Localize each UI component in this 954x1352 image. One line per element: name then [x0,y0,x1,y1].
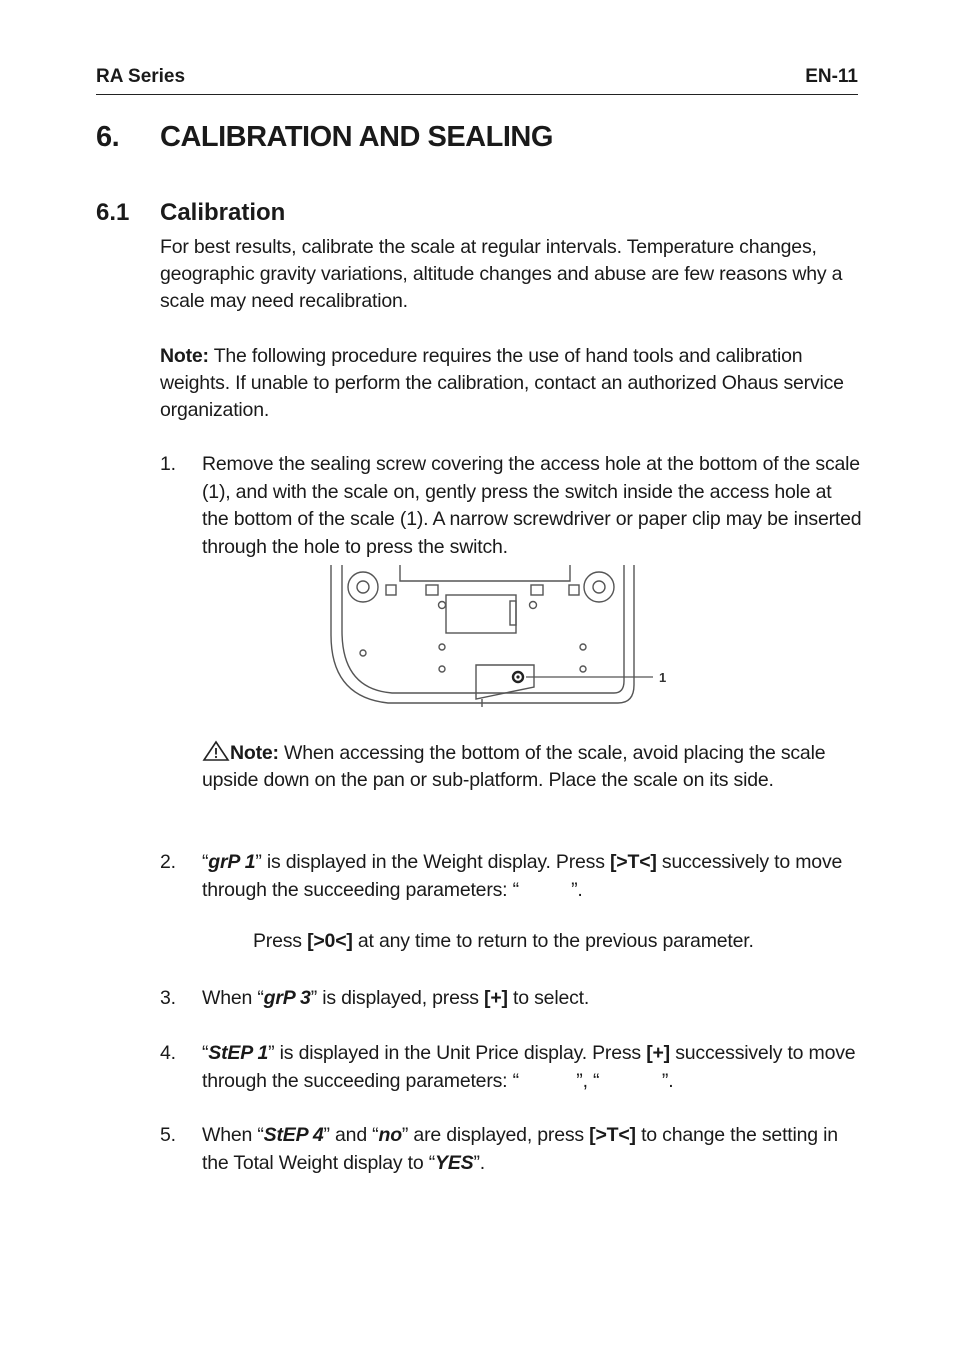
display-code: StEP 4 [263,1124,324,1146]
key-name: [+] [484,987,508,1009]
text-segment: When “ [202,1124,264,1146]
text-segment: to change the setting in the Total Weight display to “ [202,1124,838,1174]
step-text [202,1040,862,1095]
text-segment: is displayed in the Unit Price display. Press [274,1042,647,1064]
scale-outer-outline [331,565,634,703]
display-code: grP 3 [263,987,311,1009]
section-number: 6. [96,121,120,153]
step-number: 3. [160,987,176,1009]
text-segment: ” is displayed, press [310,987,485,1009]
subsection-number: 6.1 [96,199,130,226]
quote: “ [202,851,209,873]
step-number: 1. [160,453,176,475]
key-name: [>T<] [610,851,657,873]
intro-paragraph: For best results, calibrate the scale at regular intervals. Temperature changes, geographic gravity variations, altitude changes and abuse are few reasons why a scale may need recalibration. [160,236,843,312]
callout-label: 1 [659,670,667,685]
page-header [96,66,858,95]
tab-right [531,585,543,595]
hole-c [439,644,445,650]
hole-a [439,602,446,609]
text-segment: successively to move through the succeeding parameters: “ ”, “ ”. [202,1042,861,1092]
scale-inner-outline [342,565,624,693]
tab-left [426,585,438,595]
note-text: The following procedure requires the use of hand tools and calibration weights. If unable to perform the calibration, contact an authorized Ohaus service organization. [160,345,844,421]
step-text: Remove the sealing screw covering the access hole at the bottom of the scale (1), and with the scale on, gently press the switch inside the access hole at the bottom of the scale (1). A narrow screwdriver or paper clip may be inserted through the hole to press the switch. [202,453,862,558]
step-number: 5. [160,1124,176,1146]
text-segment: is displayed in the Weight display. Press [261,851,610,873]
quote: ” [255,851,262,873]
text-segment: at any time to return to the previous parameter. [352,930,754,952]
hole-g [360,650,366,656]
text-segment: successively to move through the succeeding parameters: “ ”. [202,851,848,901]
step-number: 2. [160,851,176,873]
display-code: StEP 1 [208,1042,269,1064]
hole-b [530,602,537,609]
hole-d [439,666,445,672]
display-code: grP 1 [208,851,256,873]
step-text [202,1122,862,1177]
step-number: 4. [160,1042,176,1064]
step-text [202,985,862,1013]
key-name: [>T<] [589,1124,636,1146]
foot-right [584,572,614,602]
key-name: [>0<] [307,930,353,952]
subsection-heading [96,199,285,227]
text-segment: to select. [507,987,590,1009]
foot-left [348,572,378,602]
text-segment: When “ [202,987,264,1009]
note-paragraph [160,343,860,424]
clip [510,601,516,625]
press-instruction [253,930,754,953]
display-code: YES [435,1151,474,1174]
access-panel [476,665,534,699]
text-segment: ” and “ [323,1124,379,1146]
step-text [202,849,862,904]
access-hole-center [516,675,519,678]
key-name: [+] [646,1042,670,1064]
header-page-number: EN-11 [805,66,858,87]
hole-f [580,666,586,672]
text-segment: ” are displayed, press [401,1124,590,1146]
scale-bottom-figure [328,565,673,713]
display-code: no [378,1124,402,1146]
note-label: Note: [160,345,209,367]
hole-e [580,644,586,650]
warning-triangle-icon [202,740,230,762]
screw-square-left [386,585,396,595]
screw-square-right [569,585,579,595]
battery-compartment [400,565,570,581]
quote: ” [268,1042,275,1064]
foot-left-inner [357,581,369,593]
text-segment: Press [253,930,308,952]
text-segment: ”. [473,1151,485,1174]
subsection-title: Calibration [160,199,286,226]
quote: “ [202,1042,209,1064]
warning-label: Note: [230,742,279,764]
section-heading [96,121,553,154]
label-plate [446,595,516,633]
header-series: RA Series [96,66,186,87]
warning-note [202,740,852,794]
warning-text: When accessing the bottom of the scale, avoid placing the scale upside down on the pan or sub-platform. Place the scale on its side. [202,742,826,791]
foot-right-inner [593,581,605,593]
section-title: CALIBRATION AND SEALING [160,121,553,153]
